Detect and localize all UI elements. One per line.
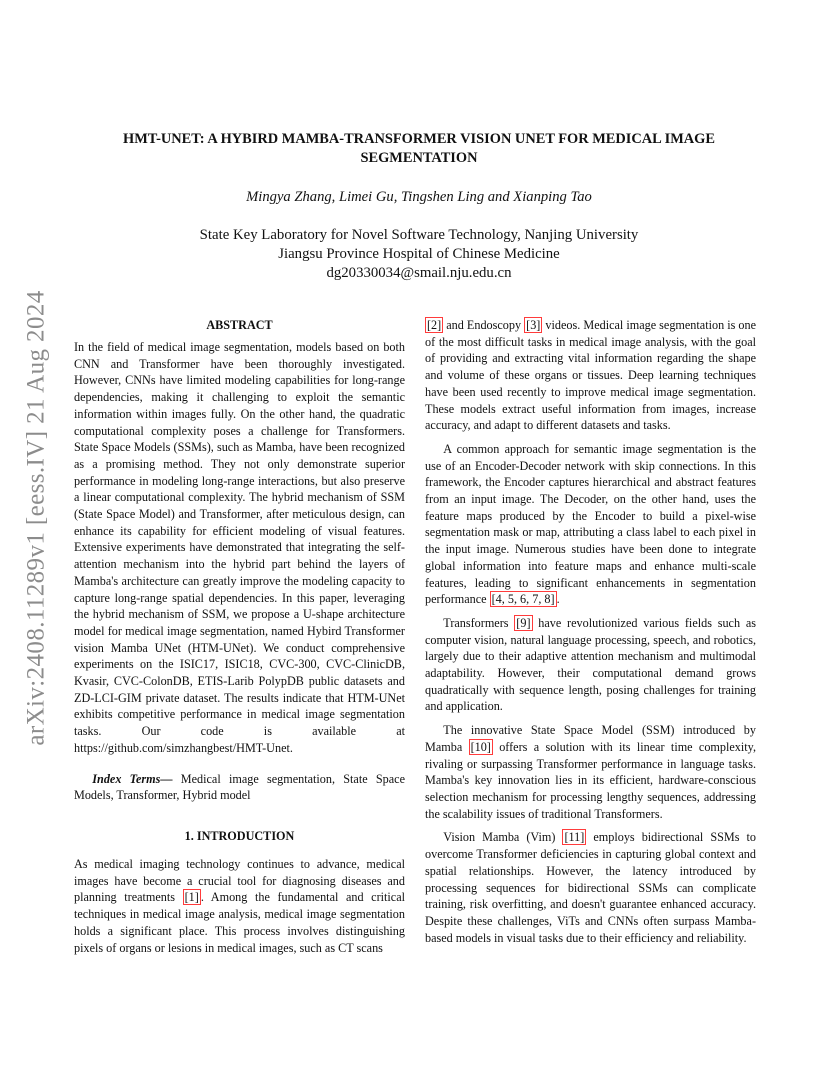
intro-paragraph-1-start	[74, 856, 405, 956]
intro-paragraph-4	[425, 722, 756, 822]
affiliation-hospital: Jiangsu Province Hospital of Chinese Medicine	[278, 246, 560, 262]
intro-p2-text-a: A common approach for semantic image segmentation is the use of an Encoder-Decoder network with skip connections. In this framework, the Encoder captures hierarchical and abstract features from an input image. The Decoder, on the other hand, uses the feature maps produced by the Encoder to build a pixel-wise segmentation mask or map, attributing a class label to each pixel in the input image. Numerous studies have been done to integrate global information into feature maps and enhance multi-scale features, leading to significant enhancements in segmentation performance	[425, 441, 756, 607]
citation-link-3[interactable]: [3]	[526, 318, 541, 332]
citation-link-9[interactable]: [9]	[516, 615, 531, 630]
intro-p1-text-b: . Among the fundamental and critical techniques in medical image analysis, medical image segmentation holds a significant place. This process involves distinguishing pixels of organs or lesions in medical images, such as CT scans	[74, 890, 405, 955]
author-list: Mingya Zhang, Limei Gu, Tingshen Ling and Xianping Tao	[246, 189, 592, 205]
intro-p3-text-a: Transformers	[443, 615, 515, 630]
index-terms	[74, 771, 405, 804]
index-terms-text: Medical image segmentation, State Space Models, Transformer, Hybrid model	[74, 771, 405, 803]
arxiv-identifier-text: arXiv:2408.11289v1 [eess.IV] 21 Aug 2024	[23, 290, 51, 746]
intro-p5-text-a: Vision Mamba (Vim)	[443, 830, 563, 845]
intro-p1-text-a: As medical imaging technology continues to advance, medical images have become a crucial tool for diagnosing diseases and planning treatments	[74, 856, 405, 905]
paper-title	[74, 130, 764, 168]
intro-paragraph-5	[425, 829, 756, 946]
intro-paragraph-1-continued	[425, 317, 756, 434]
intro-paragraph-3	[425, 615, 756, 715]
intro-paragraph-2	[425, 441, 756, 608]
citation-link-4-8[interactable]: [4, 5, 6, 7, 8]	[491, 592, 555, 607]
citation-link-2[interactable]: [2]	[427, 318, 442, 332]
abstract-text: In the field of medical image segmentation, models based on both CNN and Transformer have been thoroughly investigated. However, CNNs have limited modeling capabilities for long-range dependencies, making it challenging to exploit the semantic information within images fully. On the other hand, the quadratic computational complexity poses a challenge for Transformers. State Space Models (SSMs), such as Mamba, have been recognized as a promising method. They not only demonstrate superior performance in modeling long-range interactions, but also preserve a linear computational complexity. The hybrid mechanism of SSM (State Space Model) and Transformer, after meticulous design, can enhance its capability for efficient modeling of visual features. Extensive experiments have demonstrated that integrating the self-attention mechanism into the hybrid part behind the layers of Mamba's architecture can greatly improve the modeling capacity to capture long-range spatial dependencies. In this paper, leveraging the hybrid mechanism of SSM, we propose a U-shape architecture model for medical image segmentation, named Hybird Transformer vision Mamba UNet (HTM-UNet). We conduct comprehensive experiments on the ISIC17, ISIC18, CVC-300, CVC-ClinicDB, Kvasir, CVC-ColonDB, ETIS-Larib PolypDB public datasets and ZD-LCI-GIM private dataset. The results indicate that HTM-UNet exhibits competitive performance in medical image segmentation tasks. Our code is available at https://github.com/simzhangbest/HMT-Unet.	[74, 340, 405, 755]
citation-link-1[interactable]: [1]	[184, 890, 199, 905]
citation-link-10[interactable]: [10]	[470, 739, 491, 754]
intro-p4-text-a: The innovative State Space Model (SSM) introduced by Mamba	[425, 723, 756, 754]
affiliation-block	[74, 226, 764, 283]
author-email: dg20330034@smail.nju.edu.cn	[326, 265, 512, 281]
abstract-heading: ABSTRACT	[206, 318, 273, 332]
intro-p4-text-b: offers a solution with its linear time complexity, rivaling or surpassing Transformer performance in language tasks. Mamba's key innovation lies in its efficient, hardware-conscious selection mechanism for processing lengthy sequences, addressing the scalability issues of traditional Transformers.	[425, 739, 757, 821]
introduction-heading: 1. INTRODUCTION	[184, 828, 295, 843]
left-column	[74, 317, 405, 963]
intro-p2-text-b: .	[556, 592, 560, 607]
right-column	[425, 317, 756, 953]
arxiv-identifier-stamp	[20, 268, 54, 768]
intro-p1-text-d: videos. Medical image segmentation is one of the most difficult tasks in medical image analysis, with the goal of providing and extracting vital information regarding the shape and volume of these organs or tissues. Deep learning techniques have been used recently to improve medical image segmentation. These models extract useful information from images, increase accuracy, and adapt to different datasets and tasks.	[425, 318, 756, 433]
affiliation-university: State Key Laboratory for Novel Software Technology, Nanjing University	[199, 227, 639, 243]
intro-p3-text-b: have revolutionized various fields such as computer vision, natural language processing, speech, and robotics, largely due to their adaptive attention mechanism and multimodal adaptability. However, their computational demand grows quadratically with sequence length, posing challenges for training and application.	[425, 615, 756, 714]
intro-p1-text-c: and Endoscopy	[443, 318, 525, 332]
intro-p5-text-b: employs bidirectional SSMs to overcome Transformer deficiencies in capturing global context and spatial relationships. However, the latency introduced by processing sequences for bidirectional SSMs can complicate training, risk overfitting, and doesn't guarantee enhanced accuracy. Despite these challenges, ViTs and CNNs often surpass Mamba-based models in visual tasks due to their efficiency and reliability.	[425, 830, 756, 945]
index-terms-label: Index Terms—	[92, 771, 173, 786]
citation-link-11[interactable]: [11]	[564, 830, 585, 845]
paper-title-line-1: HMT-UNET: A HYBIRD MAMBA-TRANSFORMER VISION UNET FOR MEDICAL IMAGE	[123, 131, 715, 147]
paper-title-line-2: SEGMENTATION	[360, 150, 478, 166]
